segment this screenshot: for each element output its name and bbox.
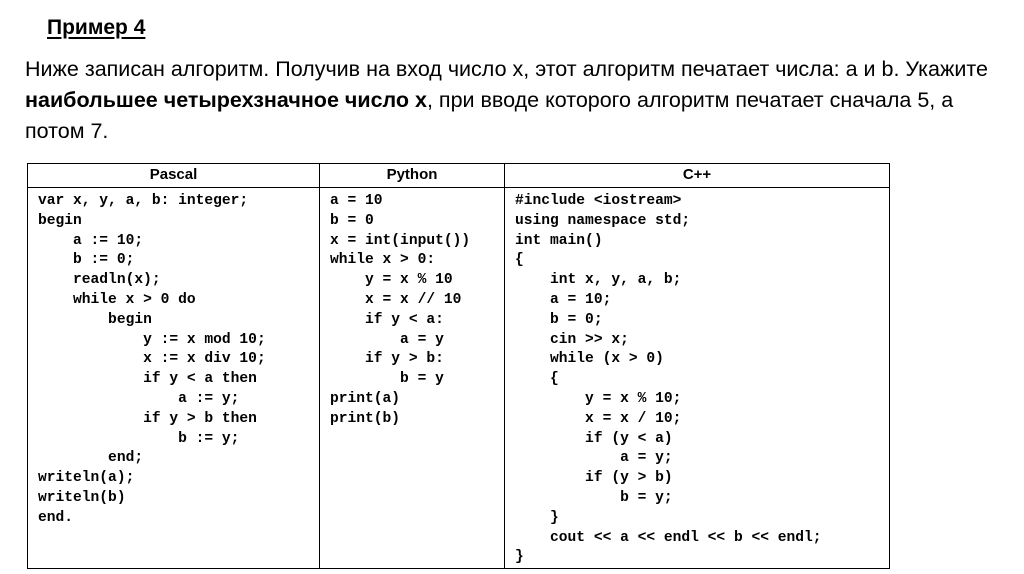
pascal-code-line: end; (38, 450, 144, 467)
pascal-code-line: b := y; (38, 430, 240, 447)
cpp-code-line: } (515, 509, 559, 526)
pascal-code-line: x := x div 10; (38, 351, 266, 368)
header-pascal: Pascal (28, 164, 320, 188)
python-code-cell (320, 188, 505, 569)
task-text-part1: Ниже записан алгоритм. Получив на вход число x, этот алгоритм печатает числа: a и b. Укажите (25, 57, 988, 81)
python-code-line: if y < a: (330, 311, 444, 328)
pascal-code-line: var x, y, a, b: integer; (38, 193, 249, 209)
slide-title: Пример 4 (47, 16, 146, 39)
python-code-line: x = x // 10 (330, 291, 462, 308)
cpp-code-line: int x, y, a, b; (515, 272, 682, 289)
pascal-code-line: if y < a then (38, 371, 257, 388)
header-python: Python (320, 164, 505, 188)
pascal-code-cell (28, 188, 320, 569)
cpp-code-line: x = x / 10; (515, 410, 682, 427)
code-table-body-row (28, 188, 890, 569)
code-table-header-row (28, 164, 890, 188)
cpp-code-line: b = 0; (515, 311, 603, 328)
cpp-code-line: y = x % 10; (515, 390, 682, 407)
cpp-code-line: #include <iostream> (515, 193, 682, 209)
pascal-code-line: begin (38, 311, 152, 328)
pascal-code-line: writeln(a); (38, 470, 135, 487)
pascal-code-line: end. (38, 509, 74, 526)
pascal-code-line: while x > 0 do (38, 291, 196, 308)
cpp-code-line: int main() (515, 232, 603, 249)
task-text-bold: наибольшее четырехзначное число x (25, 88, 427, 112)
pascal-code-line: b := 0; (38, 252, 135, 269)
cpp-code-line: while (x > 0) (515, 351, 664, 368)
cpp-code-line: if (y < a) (515, 430, 673, 447)
pascal-code-line: a := 10; (38, 232, 144, 249)
code-table (27, 163, 890, 569)
cpp-code-line: cout << a << endl << b << endl; (515, 529, 822, 546)
cpp-code-line: { (515, 371, 559, 388)
pascal-code-line: if y > b then (38, 410, 257, 427)
task-text-part2: , при вводе которого алгоритм печатает сначала 5, а потом 7. (25, 88, 954, 143)
cpp-code-line: cin >> x; (515, 331, 629, 348)
cpp-code-line: using namespace std; (515, 212, 691, 229)
cpp-code-line: a = 10; (515, 291, 612, 308)
cpp-code-line: { (515, 252, 524, 269)
pascal-code-line: begin (38, 212, 82, 229)
pascal-code-line: a := y; (38, 390, 240, 407)
cpp-code-line: if (y > b) (515, 470, 673, 487)
python-code-line: if y > b: (330, 351, 444, 368)
python-code-line: b = 0 (330, 212, 374, 229)
cpp-code-line: b = y; (515, 489, 673, 506)
python-code-line: print(a) (330, 390, 401, 407)
python-code-line: while x > 0: (330, 252, 436, 269)
pascal-code-line: readln(x); (38, 272, 161, 289)
cpp-code-line: } (515, 549, 524, 566)
cpp-code-cell (505, 188, 890, 569)
python-code-line: a = y (330, 331, 444, 348)
task-text (25, 54, 1005, 147)
pascal-code-line: writeln(b) (38, 489, 126, 506)
python-code-line: print(b) (330, 410, 401, 427)
cpp-code-line: a = y; (515, 450, 673, 467)
python-code-line: b = y (330, 371, 444, 388)
python-code-line: a = 10 (330, 193, 383, 209)
pascal-code-line: y := x mod 10; (38, 331, 266, 348)
python-code-line: x = int(input()) (330, 232, 471, 249)
header-cpp: C++ (505, 164, 890, 188)
python-code-line: y = x % 10 (330, 272, 453, 289)
